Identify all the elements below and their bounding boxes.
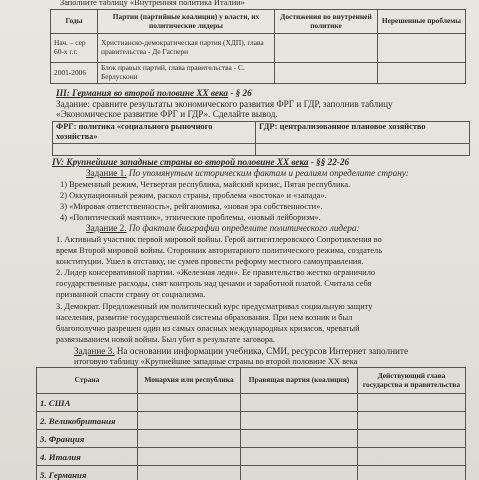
col-header-years: Годы [51, 10, 98, 34]
section3-heading [56, 88, 252, 98]
country-cell: 3. Франция [37, 430, 138, 448]
col-header-parties: Партии (партийные коалиции) у власти, их политические лидеры [98, 10, 275, 34]
table-row [51, 34, 466, 63]
col-header-regime: Монархия или республика [138, 368, 241, 394]
task2-line: 1. Активный участник первой мировой войны. Герой антигитлеровского Сопротивления во [56, 235, 382, 244]
cell-problems [378, 63, 466, 84]
task3-title: Задание 3. [74, 346, 115, 356]
top-instruction: Заполните таблицу «Внутренняя политика Италии» [60, 0, 245, 7]
task2-title: Задание 2. [86, 223, 127, 233]
col-header-achievements: Достижения во внутренней политике [275, 10, 378, 34]
section3-task-line2: «Экономическое развитие ФРГ и ГДР». Сделайте вывод. [56, 109, 278, 119]
col-header-problems: Нерешенные проблемы [378, 10, 466, 34]
table-row [37, 394, 466, 412]
table-row [37, 448, 466, 466]
task2-line: 2. Лидер консервативной партии. «Железная леди». Ее правительство жестко ограничило [56, 268, 376, 277]
col-header-head-of-state: Действующий глава государства и правительства [358, 368, 466, 394]
italy-politics-table [50, 9, 466, 84]
task2-text: По фактам биографии определите политического лидера: [126, 223, 360, 233]
cell-parties: Христианско-демократическая партия (ХДП), глава правительства - Де Гаспери [98, 34, 275, 63]
task2-line: населения, развитие государственной системы образования. При нем возник и был [56, 313, 353, 322]
section3-ref: - § 26 [228, 88, 252, 98]
cell-achievements [275, 63, 378, 84]
cell-achievements [275, 34, 378, 63]
task1-item: 3) «Мировая ответственность», рейганомика, «новая эра собственности». [60, 202, 323, 211]
table-row [37, 466, 466, 480]
task2-line: развязыванием новой войны. Был убит в результате заговора. [56, 335, 275, 344]
country-cell: 5. Германия [37, 466, 138, 480]
table-row [53, 144, 470, 156]
task2-line: призванной спасти страну от социализма. [56, 290, 206, 299]
task1-heading [86, 168, 409, 178]
col-header-frg: ФРГ: политика «социального рыночного хозяйства» [53, 122, 256, 144]
frg-gdr-table [52, 121, 470, 156]
task3-line2: итоговую таблицу «Крупнейшие западные страны во второй половине XX века [74, 357, 358, 366]
task2-line: благополучно разрешен один из самых опасных международных кризисов, чреватый [56, 324, 360, 333]
section3-title: III: Германия во второй половине XX века [56, 88, 229, 98]
task2-line: конституции. Ушел в отставку, не сумев провести реформу местного самоуправления. [56, 257, 364, 266]
task2-line: государственные расходы, снят контроль над ценами и заработной платой. Считала себя [56, 279, 372, 288]
cell-years: 2001-2006 [51, 63, 98, 84]
task2-line: 3. Демократ. Предложенный им политический курс предусматривал социальную защиту [56, 302, 373, 311]
table-row [37, 430, 466, 448]
task1-item: 1) Временный режим, Четвертая республика, майский кризис, Пятая республика. [60, 180, 351, 189]
table-row [51, 63, 466, 84]
col-header-country: Страна [37, 368, 138, 394]
section3-task-line1: Задание: сравните результаты экономического развития ФРГ и ГДР, заполнив таблицу [56, 99, 393, 109]
country-cell: 2. Великобритания [37, 412, 138, 430]
task2-line: время Второй мировой войны. Сторонник авторитарного политического режима, создатель [56, 246, 383, 255]
task2-heading [86, 223, 360, 233]
task1-item: 2) Оккупационный режим, раскол страны, проблема «востока» и «запада». [60, 191, 327, 200]
task3-heading [74, 346, 408, 356]
task1-title: Задание 1. [86, 168, 127, 178]
task1-item: 4) «Политический маятник», этнические проблемы, «новый лейборизм». [60, 213, 321, 222]
cell-problems [378, 34, 466, 63]
section4-heading [52, 157, 349, 167]
col-header-ruling-party: Правящая партия (коалиция) [241, 368, 358, 394]
task3-text: На основании информации учебника, СМИ, ресурсов Интернет заполните [114, 346, 409, 356]
task1-text: По упомянутым историческим фактам и реалиям определите страну: [126, 168, 409, 178]
section4-ref: - §§ 22-26 [308, 157, 350, 167]
country-cell: 4. Италия [37, 448, 138, 466]
western-countries-table [36, 367, 466, 480]
cell-parties: Блок правых партий, глава правительства - С. Берлускони [98, 63, 275, 84]
table-row [37, 412, 466, 430]
cell-years: Нач. – сер 60-х г.г. [51, 34, 98, 63]
col-header-gdr: ГДР: централизованное плановое хозяйство [256, 122, 470, 144]
section4-title: IV: Крупнейшие западные страны во второй половине XX века [52, 157, 309, 167]
country-cell: 1. США [37, 394, 138, 412]
